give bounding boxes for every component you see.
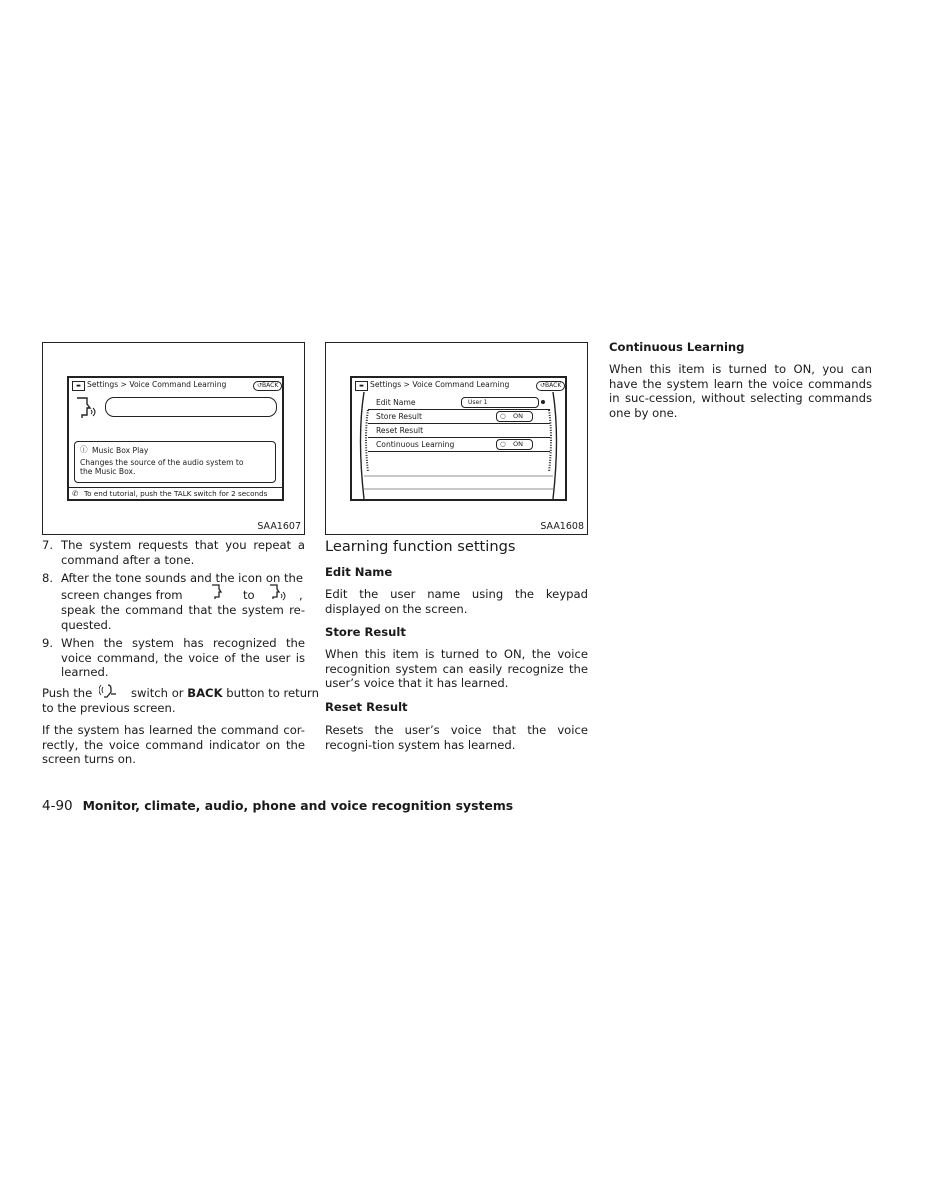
back-icon: ↺ — [540, 382, 546, 389]
paragraph-text: Push the — [42, 686, 93, 700]
back-label: BACK — [262, 382, 279, 389]
paragraph-continuous-learning: When this item is turned to ON, you can have the system learn the voice commands in suc-cession, without selecting commands one by one. — [609, 362, 872, 420]
push-talk-paragraph — [42, 686, 319, 716]
paragraph-text — [131, 686, 319, 701]
continuous-learning-toggle[interactable] — [496, 439, 533, 450]
page-footer — [42, 798, 513, 814]
settings-row-store-result[interactable] — [368, 409, 550, 424]
list-number: 9. — [42, 636, 54, 650]
talk-icon: ✆ — [72, 489, 79, 498]
back-keyword: BACK — [187, 686, 223, 700]
screen-header: Settings > Voice Command Learning — [87, 380, 227, 389]
toggle-value: ON — [513, 412, 523, 420]
chapter-title: Monitor, climate, audio, phone and voice recognition systems — [82, 798, 514, 813]
list-text: speak the command that the system re-quested. — [61, 603, 305, 632]
row-label: Store Result — [376, 412, 422, 421]
screen-learning-settings — [350, 376, 567, 501]
list-item-8 — [42, 571, 305, 633]
heading-reset-result: Reset Result — [325, 700, 408, 714]
list-item-7 — [42, 538, 305, 568]
learned-paragraph: If the system has learned the command cor-rectly, the voice command indicator on the screen turns on. — [42, 723, 305, 767]
list-number: 8. — [42, 571, 54, 585]
user-name-field[interactable]: User 1 — [461, 397, 539, 408]
settings-row-continuous-learning[interactable] — [368, 437, 550, 452]
figure-label: SAA1607 — [257, 521, 301, 532]
command-card — [74, 441, 276, 483]
toggle-indicator-icon: ○ — [500, 412, 506, 420]
list-number: 7. — [42, 538, 54, 552]
list-item-9 — [42, 636, 305, 681]
toggle-value: ON — [513, 440, 523, 448]
row-label: Reset Result — [376, 426, 424, 435]
list-text: The system requests that you repeat a command after a tone. — [61, 538, 305, 567]
paragraph-text-part: button to return — [226, 686, 319, 700]
selection-dot — [541, 400, 545, 404]
talk-switch-icon — [99, 682, 119, 700]
back-button[interactable] — [536, 381, 565, 391]
page-number: 4-90 — [42, 798, 73, 814]
screen-footer-bar — [69, 487, 282, 500]
heading-continuous-learning: Continuous Learning — [609, 340, 745, 354]
paragraph-text-part: switch or — [131, 686, 184, 700]
figure-saa1607 — [42, 342, 305, 535]
card-description: Changes the source of the audio system to the Music Box. — [80, 458, 244, 476]
speaking-head-icon-small — [268, 583, 290, 601]
row-label: Edit Name — [376, 398, 416, 407]
speaking-head-icon — [75, 396, 97, 420]
back-label: BACK — [545, 382, 562, 389]
back-icon: ↺ — [257, 382, 263, 389]
paragraph-edit-name: Edit the user name using the keypad displayed on the screen. — [325, 587, 588, 616]
paragraph-store-result: When this item is turned to ON, the voice recognition system can easily recognize the user’s voice that it has learned. — [325, 647, 588, 691]
list-text: When the system has recognized the voice command, the voice of the user is learned. — [61, 636, 305, 680]
paragraph-text: to the previous screen. — [42, 701, 176, 715]
figure-saa1608 — [325, 342, 588, 535]
list-text: to — [243, 588, 255, 602]
store-result-toggle[interactable] — [496, 411, 533, 422]
settings-row-edit-name[interactable] — [368, 395, 550, 410]
card-title: Music Box Play — [92, 446, 149, 455]
toggle-indicator-icon: ○ — [500, 440, 506, 448]
settings-row-reset-result[interactable] — [368, 423, 550, 438]
heading-edit-name: Edit Name — [325, 565, 393, 579]
paragraph-reset-result: Resets the user’s voice that the voice recogni-tion system has learned. — [325, 723, 588, 752]
back-button[interactable] — [253, 381, 282, 391]
info-icon: ⓘ — [80, 445, 88, 454]
screen-voice-tutorial — [67, 376, 284, 501]
screen-footer-text: To end tutorial, push the TALK switch for 2 seconds — [84, 489, 268, 498]
list-text: After the tone sounds and the icon on the — [61, 571, 304, 585]
section-title: Learning function settings — [325, 538, 516, 555]
heading-store-result: Store Result — [325, 625, 406, 639]
list-text: , — [299, 588, 303, 602]
nav-icon: ▬ — [355, 381, 368, 391]
head-icon-small — [210, 583, 224, 601]
screen-header: Settings > Voice Command Learning — [370, 380, 510, 389]
list-text: screen changes from — [61, 588, 183, 602]
figure-label: SAA1608 — [540, 521, 584, 532]
nav-icon: ▬ — [72, 381, 85, 391]
row-label: Continuous Learning — [376, 440, 455, 449]
recognition-input-field — [105, 397, 277, 417]
